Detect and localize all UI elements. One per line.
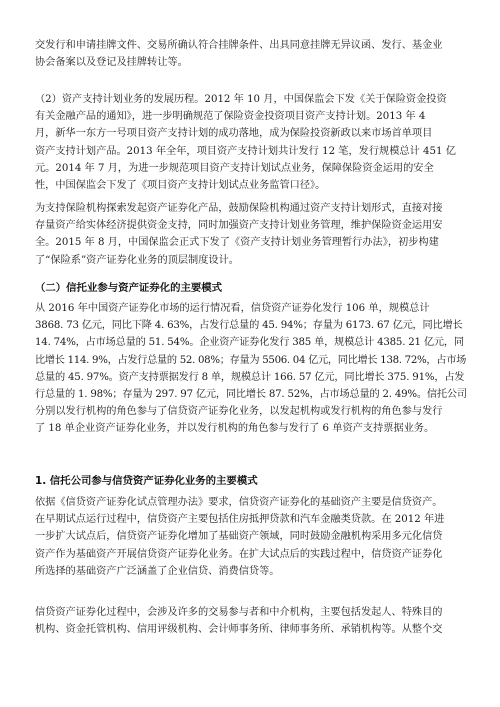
text-line: 行总量的 1. 98%；存量为 297. 97 亿元，同比增长 87. 52%，占市场总量的 2. 49%。信托公司: [35, 389, 467, 401]
text-line: 资产支持计划产品。2013 年全年，项目资产支持计划共计发行 12 笔，发行规模总计 451 亿: [35, 145, 456, 157]
text-line: （2）资产支持计划业务的发展历程。2012 年 10 月，中国保监会下发《关于保险资金投资: [35, 94, 447, 105]
paragraph-asset-support-plan-history: [35, 91, 467, 194]
text-line: 了 18 单企业资产证券化业务，并以发行机构的角色参与发行了 6 单资产支持票据业务。: [35, 423, 435, 435]
text-line: 性，中国保监会下发了《项目资产支持计划试点业务监管口径》。: [35, 180, 326, 192]
text-line: 有关金融产品的通知》，进一步明确规范了保险资金投资项目资产支持计划。2013 年 4: [35, 111, 426, 123]
text-line: 14. 74%，占市场总量的 51. 54%。企业资产证券化发行 385 单，规模总计 4385. 21 亿元，同: [35, 337, 464, 349]
text-line: 协会备案以及登记及挂牌转让等。: [35, 57, 188, 69]
text-line: 为支持保险机构探索发起资产证券化产品，鼓励保险机构通过资产支持计划形式，直接对接: [35, 203, 443, 214]
text-line: 交发行和申请挂牌文件、交易所确认符合挂牌条件、出具同意挂牌无异议函、发行、基金业: [35, 40, 443, 51]
text-line: 依据《信贷资产证券化试点管理办法》要求，信贷资产证券化的基础资产主要是信贷资产。: [35, 497, 443, 508]
text-line: 总量的 45. 97%。资产支持票据发行 8 单，规模总计 166. 57 亿元，同比增长 375. 91%，占发: [35, 371, 465, 383]
text-line: 3868. 73 亿元，同比下降 4. 63%，占发行总量的 45. 94%；存量为 6173. 67 亿元，同比增长: [35, 320, 463, 332]
text-line: 信贷资产证券化过程中，会涉及许多的交易参与者和中介机构，主要包括发起人、特殊目的: [35, 607, 443, 618]
text-line: 比增长 114. 9%，占发行总量的 52. 08%；存量为 5506. 04 亿元，同比增长 138. 72%，占市场: [35, 354, 466, 366]
paragraph-participants: [35, 604, 467, 638]
text-line: 一步扩大试点后，信贷资产证券化增加了基础资产领域，同时鼓励金融机构采用多元化信贷: [35, 531, 443, 543]
text-line: 了“保险系”资产证券化业务的顶层制度设计。: [35, 254, 239, 266]
text-line: 月，新华一东方一号项目资产支持计划的成功落地，成为保险投资新政以来市场首单项目: [35, 128, 433, 140]
subsection-heading-credit-asset-models: 1. 信托公司参与信贷资产证券化业务的主要模式: [35, 475, 258, 487]
text-line: 分别以发行机构的角色参与了信贷资产证券化业务，以发起机构或发行机构的角色参与发行: [35, 406, 443, 418]
paragraph-insurance-institutions: [35, 200, 467, 269]
text-line: 从 2016 年中国资产证券化市场的运行情况看，信贷资产证券化发行 106 单，规模总计: [35, 303, 430, 314]
text-line: 元。2014 年 7 月，为进一步规范项目资产支持计划试点业务，保障保险资金运用的安全: [35, 162, 434, 174]
text-line: 机构、资金托管机构、信用评级机构、会计师事务所、律师事务所、承销机构等。从整个交: [35, 624, 443, 636]
text-line: 全。2015 年 8 月，中国保监会正式下发了《资产支持计划业务管理暂行办法》，初步构建: [35, 237, 439, 249]
text-line: 所选择的基础资产广泛涵盖了企业信贷、消费信贷等。: [35, 565, 280, 577]
text-line: 在早期试点运行过程中，信贷资产主要包括住房抵押贷款和汽车金融类贷款。在 2012 年进: [35, 514, 445, 526]
paragraph-listing-process: [35, 37, 467, 71]
paragraph-credit-asset-securitization: [35, 494, 467, 580]
paragraph-2016-market-stats: [35, 300, 467, 438]
text-line: 存量资产给实体经济提供资金支持，同时加强资产支持计划业务管理，维护保险资金运用安: [35, 220, 443, 232]
text-line: 资产作为基础资产开展信贷资产证券化业务。在扩大试点后的实践过程中，信贷资产证券化: [35, 548, 443, 560]
section-heading-trust-models: （二）信托业参与资产证券化的主要模式: [35, 282, 223, 294]
